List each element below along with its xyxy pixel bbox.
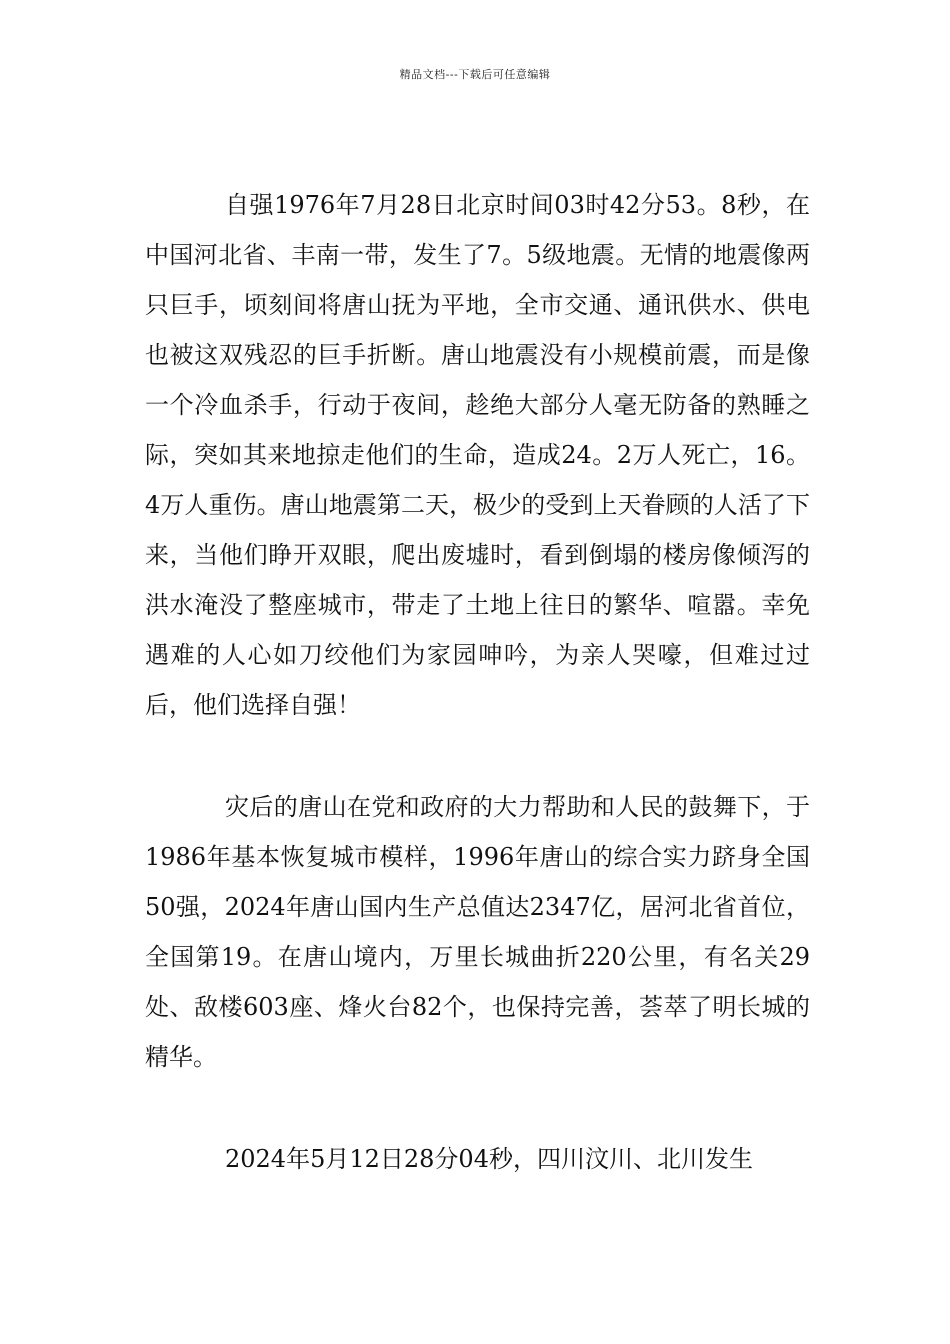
paragraph-tangshan-earthquake: 自强1976年7月28日北京时间03时42分53。8秒，在中国河北省、丰南一带，发生了7。5级地震。无情的地震像两只巨手，顷刻间将唐山抚为平地，全市交通、通讯供水、供电也被这双残忍的巨手折断。唐山地震没有小规模前震，而是像一个冷血杀手，行动于夜间，趁绝大部分人毫无防备的熟睡之际，突如其来地掠走他们的生命，造成24。2万人死亡，16。4万人重伤。唐山地震第二天，极少的受到上天眷顾的人活了下来，当他们睁开双眼，爬出废墟时，看到倒塌的楼房像倾泻的洪水淹没了整座城市，带走了土地上往日的繁华、喧嚣。幸免遇难的人心如刀绞他们为家园呻吟，为亲人哭嚎，但难过过后，他们选择自强！ [145,191,810,719]
paragraph-tangshan-recovery: 灾后的唐山在党和政府的大力帮助和人民的鼓舞下，于1986年基本恢复城市模样，1996年唐山的综合实力跻身全国50强，2024年唐山国内生产总值达2347亿，居河北省首位，全国第19。在唐山境内，万里长城曲折220公里，有名关29处、敌楼603座、烽火台82个，也保持完善，荟萃了明长城的精华。 [145,793,810,1071]
page-header: 精品文档---下载后可任意编辑 [399,68,551,81]
paragraph-wenchuan-earthquake: 2024年5月12日28分04秒，四川汶川、北川发生 [225,1145,753,1173]
document-body [145,180,810,1184]
